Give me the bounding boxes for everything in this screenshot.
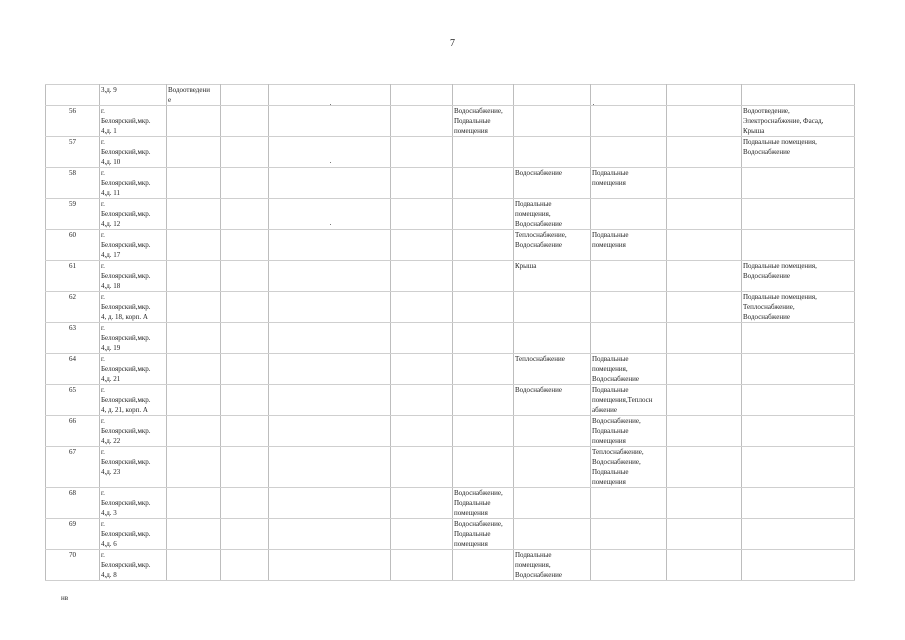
table-cell-address: г. Белоярский,мкр. 4,д. 22 (100, 416, 167, 447)
table-cell-work: Теплоснабжение, Водоснабжение (514, 230, 591, 261)
table-cell-num (46, 85, 100, 106)
table-cell-address: г. Белоярский,мкр. 4,д. 17 (100, 230, 167, 261)
table-cell-address: г. Белоярский,мкр. 4,д. 18 (100, 261, 167, 292)
row-number: 68 (46, 488, 100, 519)
repair-schedule-table (45, 84, 855, 581)
table-cell-address: г. Белоярский,мкр. 4,д. 6 (100, 519, 167, 550)
row-number: 69 (46, 519, 100, 550)
table-cell-work: Теплоснабжение, Водоснабжение, Подвальные помещения (591, 447, 667, 488)
row-number: 70 (46, 550, 100, 581)
scan-speck (330, 104, 331, 105)
table-cell-address: г. Белоярский,мкр. 4,д. 3 (100, 488, 167, 519)
table-cell-address: г. Белоярский,мкр. 4,д. 8 (100, 550, 167, 581)
page-number: 7 (450, 38, 455, 49)
table-cell-address: г. Белоярский,мкр. 4, д. 18, корп. А (100, 292, 167, 323)
table-cell-work: Крыша (514, 261, 591, 292)
scan-speck (330, 224, 331, 225)
table-cell-work: Подвальные помещения (591, 230, 667, 261)
table-cell-address: г. Белоярский,мкр. 4,д. 10 (100, 137, 167, 168)
table-cell-work: Водоснабжение, Подвальные помещения (591, 416, 667, 447)
table-cell-address: 3,д. 9 (100, 85, 167, 106)
table-cell-work: Подвальные помещения, Теплоснабжение, Водоснабжение (742, 292, 855, 323)
scan-speck (593, 104, 594, 105)
table-cell-work: Подвальные помещения,Теплосн абжение (591, 385, 667, 416)
table-cell-work: Подвальные помещения, Водоснабжение (742, 137, 855, 168)
table-cell-address: г. Белоярский,мкр. 4,д. 12 (100, 199, 167, 230)
row-number: 66 (46, 416, 100, 447)
table-cell-work: Подвальные помещения, Водоснабжение (742, 261, 855, 292)
table-cell-work: Водоснабжение, Подвальные помещения (453, 488, 514, 519)
footer-mark: нв (61, 594, 69, 602)
row-number: 60 (46, 230, 100, 261)
row-number: 63 (46, 323, 100, 354)
table-cell-address: г. Белоярский,мкр. 4, д. 21, корп. А (100, 385, 167, 416)
table-cell-work: Теплоснабжение (514, 354, 591, 385)
row-number: 56 (46, 106, 100, 137)
row-number: 64 (46, 354, 100, 385)
row-number: 61 (46, 261, 100, 292)
scan-speck (330, 162, 331, 163)
table-cell-work: Водоснабжение (514, 385, 591, 416)
table-cell-work-type: Водоотведени е (167, 85, 221, 106)
row-number: 67 (46, 447, 100, 488)
table-cell-work: Водоснабжение, Подвальные помещения (453, 106, 514, 137)
table-cell-work: Водоснабжение, Подвальные помещения (453, 519, 514, 550)
table-cell-work: Подвальные помещения, Водоснабжение (591, 354, 667, 385)
table-cell-work: Водоотведение, Электроснабжение, Фасад, Крыша (742, 106, 855, 137)
table-cell-work: Подвальные помещения, Водоснабжение (514, 550, 591, 581)
table-cell-address: г. Белоярский,мкр. 4,д. 23 (100, 447, 167, 488)
table-cell-work: Водоснабжение (514, 168, 591, 199)
row-number: 58 (46, 168, 100, 199)
row-number: 65 (46, 385, 100, 416)
row-number: 57 (46, 137, 100, 168)
table-cell-address: г. Белоярский,мкр. 4,д. 19 (100, 323, 167, 354)
row-number: 59 (46, 199, 100, 230)
table-cell-address: г. Белоярский,мкр. 4,д. 1 (100, 106, 167, 137)
table-cell-work: Подвальные помещения, Водоснабжение (514, 199, 591, 230)
table-cell-work: Подвальные помещения (591, 168, 667, 199)
table-cell-address: г. Белоярский,мкр. 4,д. 21 (100, 354, 167, 385)
row-number: 62 (46, 292, 100, 323)
table-cell-address: г. Белоярский,мкр. 4,д. 11 (100, 168, 167, 199)
